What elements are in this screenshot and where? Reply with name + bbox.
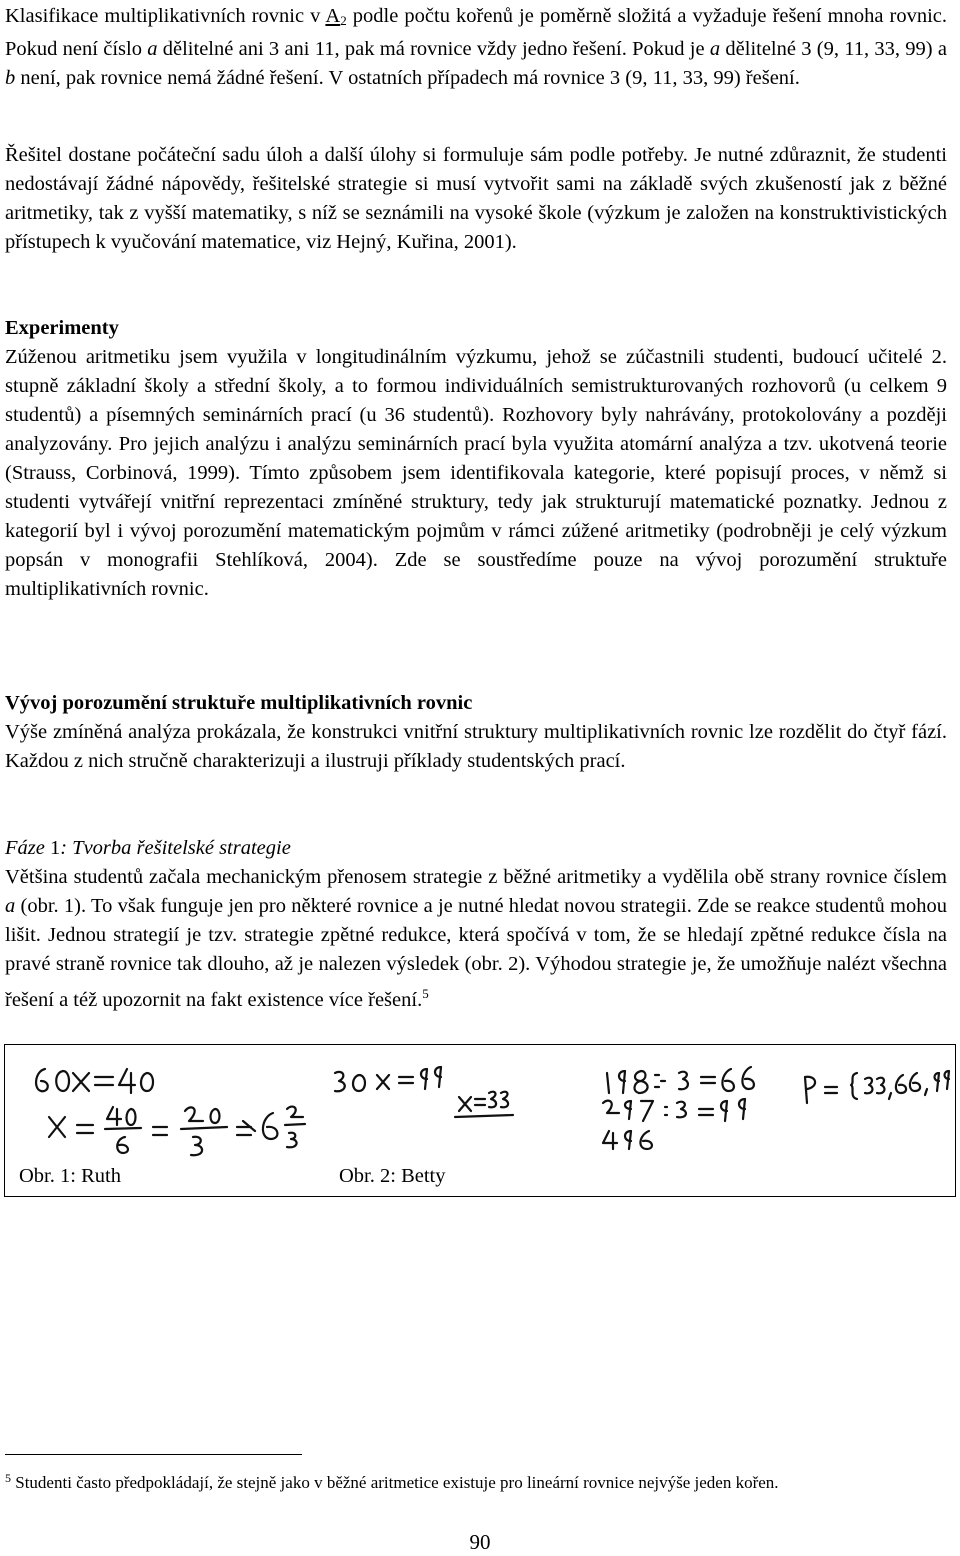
variable-a: a <box>147 38 158 60</box>
figure-caption-betty: Obr. 2: Betty <box>339 1165 446 1187</box>
handwriting-image <box>5 1045 955 1196</box>
section-heading-development: Vývoj porozumění struktuře multiplikativních rovnic <box>5 692 473 714</box>
paragraph-phase1 <box>5 863 947 1015</box>
text-run: (obr. 1). To však funguje jen pro některé rovnice a je nutné hledat novou strategii. Zde se reakce studentů mohou lišit. Jednou strategií je tzv. strategie zpětné redukce, která spočívá v tom, že se hledají zpětné redukce čísla na pravé straně rovnice tak dlouho, až je nalezen výsledek (obr. 2). Výhodou strategie je, že umožňuje nalézt všechna řešení a též upozornit na fakt existence více řešení. <box>5 895 947 1011</box>
text-run: podle počtu kořenů je poměrně složitá a vyžaduje řešení mnoha rovnic. Pokud není číslo <box>5 5 948 60</box>
handwriting-reduction <box>603 1067 754 1149</box>
footnote-reference: 5 <box>422 986 429 1001</box>
variable-b: b <box>5 67 16 89</box>
footnote-text: Studenti často předpokládají, že stejně jako v běžné aritmetice existuje pro lineární rovnice nejvýše jeden kořen. <box>15 1473 779 1492</box>
phase-heading <box>5 834 291 863</box>
figure-handwriting <box>4 1044 956 1197</box>
section-heading-experiments: Experimenty <box>5 317 119 339</box>
text-run: Většina studentů začala mechanickým přenosem strategie z běžné aritmetiky a vydělila obě strany rovnice číslem <box>5 866 947 888</box>
paragraph-experiments: Zúženou aritmetiku jsem využila v longitudinálním výzkumu, jehož se zúčastnili studenti, budoucí učitelé 2. stupně základní školy a střední školy, a to formou individuálních semistrukturovaných rozhovorů (u celkem 9 studentů) a písemných seminárních prací (u 36 studentů). Rozhovory byly nahrávány, protokolovány a později analyzovány. Pro jejich analýzu i analýzu seminárních prací byla využita atomární analýza a tzv. ukotvená teorie (Strauss, Corbinová, 1999). Tímto způsobem jsem identifikovala kategorie, které popisují proces, v němž si studenti vytvářejí vnitřní reprezentaci zmíněné struktury, tedy jak strukturují matematické poznatky. Jednou z kategorií byl i vývoj porozumění matematickým pojmům v rámci zúžené aritmetiky (podrobněji je celý výzkum popsán v monografii Stehlíková, 2004). Zde se soustředíme pouze na vývoj porozumění struktuře multiplikativních rovnic. <box>5 346 947 600</box>
set-a2-subscript: 2 <box>340 13 347 28</box>
handwriting-ruth <box>36 1069 305 1155</box>
text-run: dělitelné 3 (9, 11, 33, 99) a <box>720 38 947 60</box>
handwriting-equation-30x <box>335 1067 513 1117</box>
paragraph-analysis: Výše zmíněná analýza prokázala, že konstrukci vnitřní struktury multiplikativních rovnic lze rozdělit do čtyř fází. Každou z nich stručně charakterizuji a ilustruji příklady studentských prací. <box>5 721 947 772</box>
phase-word: Fáze <box>5 837 45 859</box>
text-run: dělitelné ani 3 ani 11, pak má rovnice vždy jedno řešení. Pokud je <box>157 38 710 60</box>
text-run: není, pak rovnice nemá žádné řešení. V ostatních případech má rovnice 3 (9, 11, 33, 99) řešení. <box>15 67 800 89</box>
variable-a: a <box>709 38 721 60</box>
page-number: 90 <box>469 1530 491 1554</box>
handwriting-solution-set <box>805 1071 949 1103</box>
text-run: Klasifikace multiplikativních rovnic v <box>5 5 326 27</box>
variable-a: a <box>5 895 16 917</box>
phase-title: : Tvorba řešitelské strategie <box>60 837 291 859</box>
footnote-mark: 5 <box>5 1471 11 1485</box>
paragraph-classification <box>5 2 947 93</box>
footnote <box>5 1466 947 1495</box>
set-a2 <box>325 5 346 27</box>
paragraph-solver: Řešitel dostane počáteční sadu úloh a další úlohy si formuluje sám podle potřeby. Je nutné zdůraznit, že studenti nedostávají žádné nápovědy, řešitelské strategie si musí vytvořit sami na základě svých zkušeností jak z běžné aritmetiky, tak z vyšší matematiky, s níž se seznámili na vysoké škole (výzkum je založen na konstruktivistických přístupech k vyučování matematice, viz Hejný, Kuřina, 2001). <box>5 144 947 253</box>
phase-number: 1 <box>49 837 61 859</box>
figure-caption-ruth: Obr. 1: Ruth <box>19 1165 121 1187</box>
footnote-rule <box>5 1454 302 1455</box>
set-a2-letter: A <box>325 5 341 27</box>
